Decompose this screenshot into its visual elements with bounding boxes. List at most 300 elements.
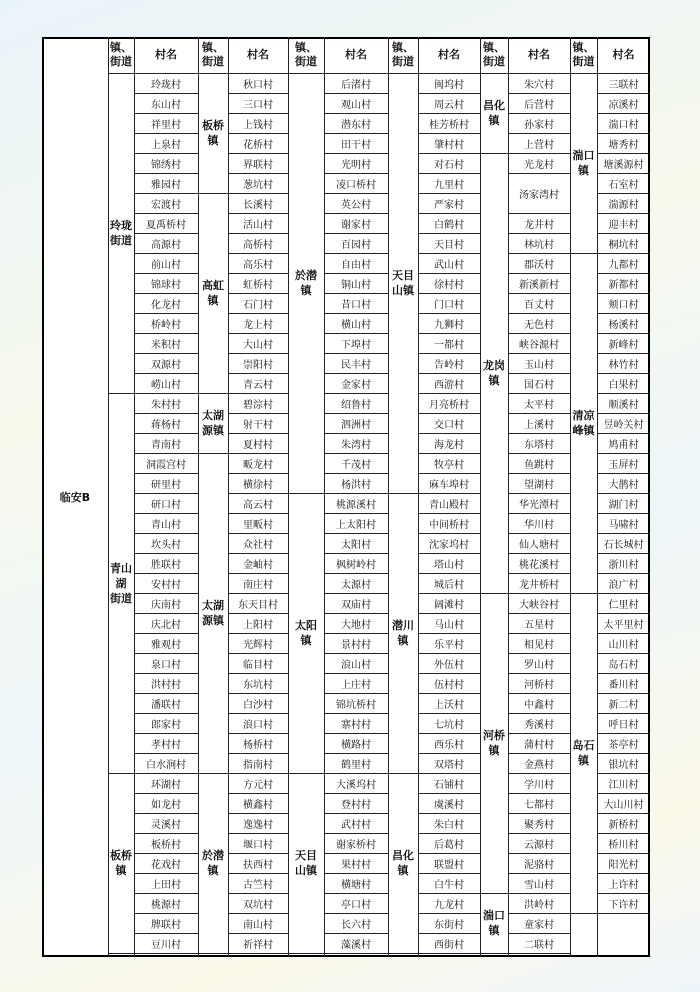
village-table (42, 37, 650, 957)
village-cell: 逸逸村 (243, 819, 273, 831)
village-cell: 桥岭村 (151, 319, 181, 331)
village-cell: 对石村 (434, 159, 464, 171)
village-cell: 云源村 (524, 839, 554, 851)
village-cell: 华川村 (524, 519, 554, 531)
village-cell: 大溪坞村 (336, 779, 376, 791)
village-cell: 武山村 (434, 259, 464, 271)
village-cell: 大鹊村 (608, 479, 639, 491)
village-cell: 金岫村 (243, 559, 273, 571)
town-cell: 湍口 镇 (483, 909, 505, 937)
village-cell: 学川村 (524, 779, 554, 791)
village-cell: 石长城村 (603, 539, 644, 551)
village-cell: 夏村村 (243, 439, 273, 451)
village-cell: 闽坞村 (434, 79, 464, 91)
village-cell: 杨桥村 (243, 739, 273, 751)
village-cell: 茶亭村 (608, 739, 639, 751)
village-cell: 聚秀村 (524, 819, 554, 831)
village-cell: 横徐村 (243, 479, 273, 491)
village-cell: 桂芳桥村 (429, 119, 469, 131)
village-cell: 金燕村 (524, 759, 554, 771)
village-cell: 华光潭村 (519, 499, 559, 511)
village-cell: 孝村村 (151, 739, 181, 751)
village-cell: 汤家湾村 (519, 189, 559, 201)
town-cell: 河桥 镇 (483, 729, 505, 757)
village-cell: 新二村 (608, 699, 639, 711)
border-left (42, 37, 44, 957)
village-cell: 研里村 (151, 479, 181, 491)
village-cell: 上许村 (608, 879, 639, 891)
village-cell: 虞溪村 (434, 799, 464, 811)
village-cell: 浪山村 (341, 659, 371, 671)
village-cell: 潘联村 (151, 699, 181, 711)
town-cell: 太湖 源镇 (202, 409, 224, 437)
village-cell: 下许村 (608, 899, 639, 911)
village-cell: 周云村 (434, 99, 464, 111)
village-cell: 泥骆村 (524, 859, 554, 871)
village-cell: 相见村 (524, 639, 554, 651)
village-cell: 城后村 (434, 579, 464, 591)
village-cell: 雪山村 (524, 879, 554, 891)
village-cell: 扶西村 (243, 859, 273, 871)
village-cell: 青云村 (243, 379, 273, 391)
village-cell: 阳光村 (608, 859, 639, 871)
village-cell: 孙家村 (524, 119, 554, 131)
village-cell: 番川村 (608, 679, 639, 691)
village-cell: 湍源村 (608, 199, 639, 211)
village-cell: 长六村 (341, 919, 371, 931)
village-cell: 西街村 (434, 939, 464, 951)
village-cell: 潜东村 (341, 119, 371, 131)
village-cell: 东山村 (151, 99, 181, 111)
village-cell: 新桥村 (608, 819, 639, 831)
village-cell: 青南村 (151, 439, 181, 451)
village-cell: 下埠村 (341, 339, 371, 351)
town-cell: 板桥 镇 (202, 119, 224, 147)
town-cell: 天目 山镇 (295, 849, 317, 877)
village-cell: 锦绣村 (151, 159, 181, 171)
village-cell: 碧淙村 (243, 399, 273, 411)
village-cell: 大山川村 (603, 799, 644, 811)
village-cell: 岛石村 (608, 659, 639, 671)
village-cell: 上溪村 (524, 419, 554, 431)
village-cell: 豆川村 (151, 939, 181, 951)
village-cell: 二联村 (524, 939, 554, 951)
village-cell: 上泉村 (151, 139, 181, 151)
town-cell: 板桥 镇 (110, 849, 132, 877)
village-cell: 石室村 (608, 179, 639, 191)
village-cell: 桃源村 (151, 899, 181, 911)
village-cell: 麻车埠村 (429, 479, 469, 491)
village-cell: 胜联村 (151, 559, 181, 571)
village-cell: 牧亭村 (434, 459, 464, 471)
village-cell: 众社村 (243, 539, 273, 551)
village-cell: 堰口村 (243, 839, 273, 851)
village-cell: 雅园村 (151, 179, 181, 191)
village-cell: 龙井村 (524, 219, 554, 231)
village-cell: 银坑村 (608, 759, 639, 771)
village-cell: 蒲村村 (524, 739, 554, 751)
village-cell: 凉溪村 (608, 99, 639, 111)
village-cell: 上庄村 (341, 679, 371, 691)
village-cell: 泗洲村 (341, 419, 371, 431)
town-cell: 岛石 镇 (572, 739, 595, 767)
village-cell: 三口村 (243, 99, 273, 111)
village-cell: 界联村 (243, 159, 273, 171)
village-cell: 虹桥村 (243, 279, 273, 291)
village-cell: 高桥村 (243, 239, 273, 251)
village-cell: 峡谷源村 (519, 339, 559, 351)
village-cell: 上阳村 (243, 619, 273, 631)
village-cell: 庆南村 (151, 599, 181, 611)
village-cell: 活山村 (243, 219, 273, 231)
town-divider (480, 953, 508, 954)
village-cell: 迎丰村 (608, 219, 639, 231)
village-cell: 畈龙村 (243, 459, 273, 471)
village-cell: 双塔村 (434, 759, 464, 771)
region-name: 临安 (59, 490, 82, 504)
village-cell: 民丰村 (341, 359, 371, 371)
header-village: 村名 (438, 48, 460, 61)
row-divider (228, 953, 288, 954)
village-cell: 临目村 (243, 659, 273, 671)
village-cell: 铜山村 (341, 279, 371, 291)
village-cell: 鸠甫村 (608, 439, 639, 451)
village-cell: 千茂村 (341, 459, 371, 471)
village-cell: 马山村 (434, 619, 464, 631)
village-cell: 崂山村 (151, 379, 181, 391)
village-cell: 南庄村 (243, 579, 273, 591)
village-cell: 光明村 (341, 159, 371, 171)
village-cell: 古竺村 (243, 879, 273, 891)
town-divider (198, 953, 228, 954)
village-cell: 金家村 (341, 379, 371, 391)
village-cell: 研口村 (151, 499, 181, 511)
village-cell: 桐坑村 (608, 239, 639, 251)
village-cell: 枫树岭村 (336, 559, 376, 571)
village-cell: 光龙村 (524, 159, 554, 171)
village-cell: 秀溪村 (524, 719, 554, 731)
village-cell: 桥川村 (608, 839, 639, 851)
header-town: 镇、 街道 (202, 41, 224, 68)
village-cell: 大山村 (243, 339, 273, 351)
village-cell: 高云村 (243, 499, 273, 511)
village-cell: 鱼跳村 (524, 459, 554, 471)
village-cell: 九都村 (608, 259, 639, 271)
village-cell: 横山村 (341, 319, 371, 331)
village-cell: 河桥村 (524, 679, 554, 691)
village-cell: 米积村 (151, 339, 181, 351)
village-cell: 雅观村 (151, 639, 181, 651)
village-cell: 塘溪源村 (603, 159, 644, 171)
village-cell: 昱岭关村 (603, 419, 644, 431)
village-cell: 海龙村 (434, 439, 464, 451)
region-cell (42, 37, 108, 957)
village-cell: 浙川村 (608, 559, 639, 571)
village-cell: 郡沃村 (524, 259, 554, 271)
village-cell: 洪村村 (151, 679, 181, 691)
village-cell: 九里村 (434, 179, 464, 191)
town-cell: 湍口 镇 (572, 149, 595, 177)
village-cell: 呼日村 (608, 719, 639, 731)
town-divider (288, 953, 324, 954)
village-cell: 郎家村 (151, 719, 181, 731)
village-cell: 朱村村 (151, 399, 181, 411)
village-cell: 上田村 (151, 879, 181, 891)
village-cell: 花戏村 (151, 859, 181, 871)
row-divider (508, 953, 570, 954)
village-cell: 童家村 (524, 919, 554, 931)
village-cell: 白鹤村 (434, 219, 464, 231)
village-cell: 告岭村 (434, 359, 464, 371)
village-cell: 鹤里村 (341, 759, 371, 771)
village-cell: 林竹村 (608, 359, 639, 371)
village-cell: 徐村村 (434, 279, 464, 291)
village-cell: 杨溪村 (608, 319, 639, 331)
town-cell: 高虹 镇 (202, 279, 224, 307)
village-cell: 射干村 (243, 419, 273, 431)
header-village: 村名 (345, 48, 367, 61)
village-cell: 化龙村 (151, 299, 181, 311)
village-cell: 高乐村 (243, 259, 273, 271)
header-village: 村名 (612, 48, 635, 61)
village-cell: 光辉村 (243, 639, 273, 651)
village-cell: 龙井桥村 (519, 579, 559, 591)
village-cell: 双源村 (151, 359, 181, 371)
village-cell: 坎头村 (151, 539, 181, 551)
village-cell: 凌口桥村 (336, 179, 376, 191)
village-cell: 朱湾村 (341, 439, 371, 451)
town-cell: 昌化 镇 (392, 849, 414, 877)
header-village: 村名 (247, 48, 269, 61)
village-cell: 果村村 (341, 859, 371, 871)
village-cell: 横鑫村 (243, 799, 273, 811)
village-cell: 湍口村 (608, 119, 639, 131)
village-cell: 亭口村 (341, 899, 371, 911)
village-cell: 太阳村 (341, 539, 371, 551)
village-cell: 仁里村 (608, 599, 639, 611)
town-cell: 龙岗 镇 (483, 359, 505, 387)
village-cell: 石门村 (243, 299, 273, 311)
town-cell: 潜川 镇 (392, 619, 414, 647)
row-divider (134, 953, 198, 954)
village-cell: 严家村 (434, 199, 464, 211)
village-cell: 江川村 (608, 779, 639, 791)
village-cell: 板桥村 (151, 839, 181, 851)
header-town: 镇、 街道 (392, 41, 414, 68)
village-cell: 祈祥村 (243, 939, 273, 951)
town-cell: 於潜 镇 (202, 849, 224, 877)
village-cell: 锦坑桥村 (336, 699, 376, 711)
village-cell: 肇村村 (434, 139, 464, 151)
village-cell: 新都村 (608, 279, 639, 291)
town-divider (388, 953, 418, 954)
village-cell: 东塔村 (524, 439, 554, 451)
village-cell: 九狮村 (434, 319, 464, 331)
village-cell: 宏渡村 (151, 199, 181, 211)
village-cell: 太平里村 (603, 619, 644, 631)
village-cell: 东街村 (434, 919, 464, 931)
village-cell: 塘秀村 (608, 139, 639, 151)
town-cell: 青山湖 街道 (110, 561, 132, 605)
village-cell: 交口村 (434, 419, 464, 431)
village-cell: 秋口村 (243, 79, 273, 91)
town-cell: 玲珑 街道 (110, 219, 132, 247)
village-cell: 武村村 (341, 819, 371, 831)
header-town: 镇、 街道 (483, 41, 505, 68)
header-town: 镇、 街道 (295, 41, 317, 68)
village-cell: 白水涧村 (146, 759, 186, 771)
village-cell: 望湖村 (524, 479, 554, 491)
village-cell: 谢家桥村 (336, 839, 376, 851)
village-cell: 后营村 (524, 99, 554, 111)
village-cell: 昔口村 (341, 299, 371, 311)
village-cell: 洪岭村 (524, 899, 554, 911)
village-cell: 长溪村 (243, 199, 273, 211)
village-cell: 马啸村 (608, 519, 639, 531)
village-cell: 谢家村 (341, 219, 371, 231)
village-cell: 新溪新村 (519, 279, 559, 291)
header-town: 镇、 街道 (572, 41, 595, 68)
village-cell: 观山村 (341, 99, 371, 111)
village-cell: 外伍村 (434, 659, 464, 671)
village-cell: 桃源溪村 (336, 499, 376, 511)
header-village: 村名 (155, 48, 177, 61)
village-cell: 田干村 (341, 139, 371, 151)
village-cell: 玲珑村 (151, 79, 181, 91)
header-village: 村名 (528, 48, 550, 61)
village-cell: 太源村 (341, 579, 371, 591)
village-cell: 颊口村 (608, 299, 639, 311)
village-cell: 大峡谷村 (519, 599, 559, 611)
village-cell: 门口村 (434, 299, 464, 311)
village-cell: 葱坑村 (243, 179, 273, 191)
village-cell: 塔山村 (434, 559, 464, 571)
village-cell: 方元村 (243, 779, 273, 791)
town-cell: 天目 山镇 (392, 269, 414, 297)
village-cell: 五星村 (524, 619, 554, 631)
village-cell: 白果村 (608, 379, 639, 391)
village-cell: 罗山村 (524, 659, 554, 671)
village-cell: 泉口村 (151, 659, 181, 671)
village-cell: 桃花溪村 (519, 559, 559, 571)
village-cell: 国石村 (524, 379, 554, 391)
town-cell: 昌化 镇 (483, 99, 505, 127)
village-cell: 石铺村 (434, 779, 464, 791)
village-cell: 夏禹桥村 (146, 219, 186, 231)
village-cell: 一都村 (434, 339, 464, 351)
village-cell: 自由村 (341, 259, 371, 271)
village-cell: 湖门村 (608, 499, 639, 511)
village-cell: 朱穴村 (524, 79, 554, 91)
village-cell: 环湖村 (151, 779, 181, 791)
town-cell: 於潜 镇 (295, 269, 317, 297)
village-cell: 藻溪村 (341, 939, 371, 951)
village-cell: 七坑村 (434, 719, 464, 731)
village-cell: 景村村 (341, 639, 371, 651)
village-cell: 后渚村 (341, 79, 371, 91)
village-cell: 东坑村 (243, 679, 273, 691)
village-cell: 百丈村 (524, 299, 554, 311)
village-cell: 伍村村 (434, 679, 464, 691)
village-cell: 锦球村 (151, 279, 181, 291)
village-cell: 西游村 (434, 379, 464, 391)
village-cell: 登村村 (341, 799, 371, 811)
village-cell: 玉屏村 (608, 459, 639, 471)
village-cell: 玉山村 (524, 359, 554, 371)
village-cell: 白沙村 (243, 699, 273, 711)
village-cell: 中间桥村 (429, 519, 469, 531)
village-cell: 七都村 (524, 799, 554, 811)
village-cell: 如龙村 (151, 799, 181, 811)
village-cell: 花桥村 (243, 139, 273, 151)
village-cell: 上太阳村 (336, 519, 376, 531)
village-cell: 灵溪村 (151, 819, 181, 831)
village-cell: 里畈村 (243, 519, 273, 531)
village-cell: 百园村 (341, 239, 371, 251)
village-cell: 乐平村 (434, 639, 464, 651)
region-code: B (81, 490, 91, 504)
village-cell: 龙上村 (243, 319, 273, 331)
row-divider (324, 953, 388, 954)
village-cell: 英公村 (341, 199, 371, 211)
village-cell: 牌联村 (151, 919, 181, 931)
village-cell: 高源村 (151, 239, 181, 251)
village-cell: 庆北村 (151, 619, 181, 631)
village-cell: 崇阳村 (243, 359, 273, 371)
row-divider (597, 913, 650, 914)
village-cell: 九龙村 (434, 899, 464, 911)
village-cell: 杨洪村 (341, 479, 371, 491)
village-cell: 安村村 (151, 579, 181, 591)
village-cell: 双坑村 (243, 899, 273, 911)
village-cell: 仙人塘村 (519, 539, 559, 551)
village-cell: 上沃村 (434, 699, 464, 711)
village-cell: 联盟村 (434, 859, 464, 871)
village-cell: 寨村村 (341, 719, 371, 731)
town-cell: 太阳 镇 (295, 619, 317, 647)
village-cell: 朱白村 (434, 819, 464, 831)
village-cell: 西乐村 (434, 739, 464, 751)
village-cell: 浪口村 (243, 719, 273, 731)
village-cell: 沈家坞村 (429, 539, 469, 551)
town-cell: 太湖 源镇 (202, 599, 224, 627)
village-cell: 双庙村 (341, 599, 371, 611)
village-cell: 东天目村 (238, 599, 278, 611)
village-cell: 祥里村 (151, 119, 181, 131)
village-cell: 大地村 (341, 619, 371, 631)
town-divider (570, 913, 597, 914)
village-cell: 阔滩村 (434, 599, 464, 611)
village-cell: 上营村 (524, 139, 554, 151)
village-cell: 新峰村 (608, 339, 639, 351)
village-cell: 前山村 (151, 259, 181, 271)
village-cell: 南山村 (243, 919, 273, 931)
village-cell: 洞霞宫村 (146, 459, 186, 471)
village-cell: 绍鲁村 (341, 399, 371, 411)
town-cell: 清凉 峰镇 (572, 409, 595, 437)
village-cell: 青山殿村 (429, 499, 469, 511)
village-cell: 上钱村 (243, 119, 273, 131)
header-town: 镇、 街道 (110, 41, 132, 68)
village-cell: 天目村 (434, 239, 464, 251)
village-cell: 中鑫村 (524, 699, 554, 711)
village-cell: 山川村 (608, 639, 639, 651)
village-cell: 顺溪村 (608, 399, 639, 411)
town-divider (108, 953, 134, 954)
row-divider (418, 953, 480, 954)
village-cell: 无色村 (524, 319, 554, 331)
village-cell: 蒋杨村 (151, 419, 181, 431)
